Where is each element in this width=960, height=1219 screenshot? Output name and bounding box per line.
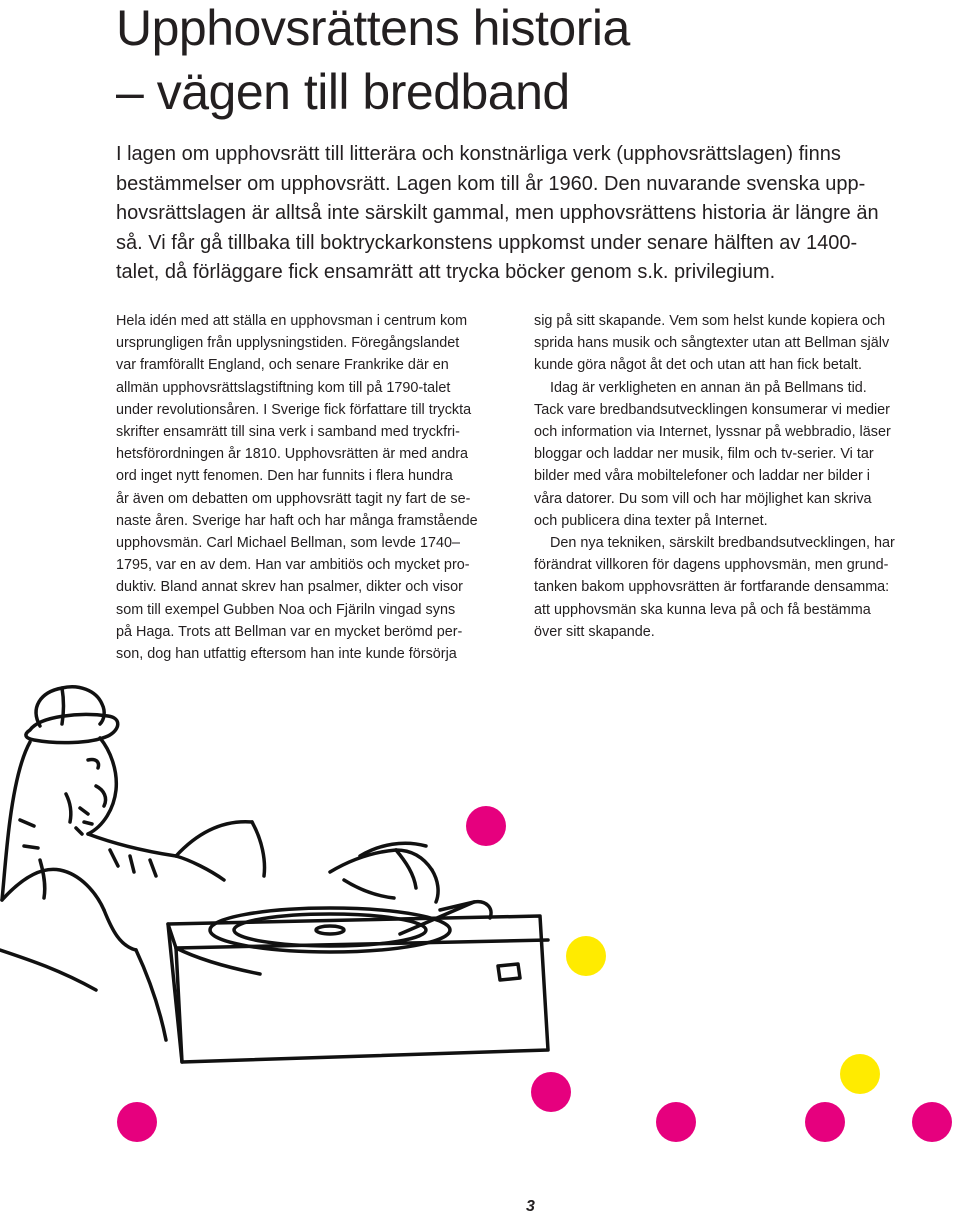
body-line: son, dog han utfattig eftersom han inte kunde försörja — [116, 646, 457, 663]
body-line: 1795, var en av dem. Han var ambitiös och mycket pro- — [116, 557, 470, 574]
body-line: upphovsmän. Carl Michael Bellman, som levde 1740– — [116, 535, 460, 552]
body-line: sig på sitt skapande. Vem som helst kunde kopiera och — [534, 313, 886, 329]
intro-paragraph — [116, 140, 906, 288]
body-line: allmän upphovsrättslagstiftning kom till på 1790-talet — [116, 379, 451, 396]
intro-line: hovsrättslagen är alltså inte särskilt gammal, men upphovsrättens historia är längre än — [116, 202, 879, 224]
decorative-dot — [531, 1072, 571, 1112]
body-column-right — [534, 310, 934, 643]
decorative-dot — [566, 936, 606, 976]
decorative-dot — [117, 1102, 157, 1142]
title-line-1: Upphovsrättens historia — [116, 0, 630, 56]
page-title — [116, 0, 630, 124]
body-line: som till exempel Gubben Noa och Fjäriln vingad syns — [116, 601, 456, 618]
body-line: och publicera dina texter på Internet. — [534, 512, 768, 529]
body-line: duktiv. Bland annat skrev han psalmer, dikter och visor — [116, 579, 463, 596]
body-line: sprida hans musik och sångtexter utan att Bellman själv — [534, 335, 890, 352]
body-line: bloggar och laddar ner musik, film och tv-serier. Vi tar — [534, 446, 874, 463]
decorative-dot — [656, 1102, 696, 1142]
intro-line: talet, då förläggare fick ensamrätt att trycka böcker genom s.k. privilegium. — [116, 261, 776, 283]
body-line: Den nya tekniken, särskilt bredbandsutvecklingen, har — [550, 535, 895, 552]
body-line: våra datorer. Du som vill och har möjlighet kan skriva — [534, 490, 872, 507]
body-line: kunde göra något åt det och utan att han fick betalt. — [534, 357, 863, 374]
title-line-2: – vägen till bredband — [116, 64, 570, 120]
body-line: och information via Internet, lyssnar på webbradio, läser — [534, 424, 891, 441]
body-line: att upphovsmän ska kunna leva på och få bestämma — [534, 601, 871, 618]
body-line: under revolutionsåren. I Sverige fick författare till tryckta — [116, 401, 472, 418]
body-line: förändrat villkoren för dagens upphovsmän, men grund- — [534, 557, 889, 574]
body-line: hetsförordningen år 1810. Upphovsrätten är med andra — [116, 446, 468, 463]
body-line: år även om debatten om upphovsrätt tagit ny fart de se- — [116, 490, 471, 507]
body-line: var framförallt England, och senare Frankrike där en — [116, 357, 449, 374]
page-number: 3 — [526, 1198, 535, 1215]
body-line: Idag är verkligheten en annan än på Bellmans tid. — [550, 379, 867, 396]
body-line: bilder med våra mobiltelefoner och laddar ner bilder i — [534, 468, 870, 485]
decorative-dot — [466, 806, 506, 846]
body-line: över sitt skapande. — [534, 623, 655, 640]
decorative-dot — [805, 1102, 845, 1142]
body-line: ord inget nytt fenomen. Den har funnits i flera hundra — [116, 468, 453, 485]
body-line: på Haga. Trots att Bellman var en mycket berömd per- — [116, 623, 463, 640]
body-line: ursprungligen från upplysningstiden. Föregångslandet — [116, 335, 460, 352]
intro-line: bestämmelser om upphovsrätt. Lagen kom till år 1960. Den nuvarande svenska upp- — [116, 172, 866, 195]
body-column-left — [116, 310, 516, 665]
intro-line: så. Vi får gå tillbaka till boktryckarkonstens uppkomst under senare hälften av 1400- — [116, 231, 858, 254]
body-line: Tack vare bredbandsutvecklingen konsumerar vi medier — [534, 401, 890, 418]
intro-line: I lagen om upphovsrätt till litterära och konstnärliga verk (upphovsrättslagen) finns — [116, 143, 841, 165]
body-line: tanken bakom upphovsrätten är fortfarande densamma: — [534, 579, 890, 596]
body-line: skrifter ensamrätt till sina verk i samband med tryckfri- — [116, 424, 460, 441]
decorative-dot — [840, 1054, 880, 1094]
decorative-dot — [912, 1102, 952, 1142]
body-line: naste åren. Sverige har haft och har många framstående — [116, 512, 478, 529]
body-line: Hela idén med att ställa en upphovsman i centrum kom — [116, 313, 468, 329]
dj-turntable-drawing-icon — [0, 660, 620, 1100]
